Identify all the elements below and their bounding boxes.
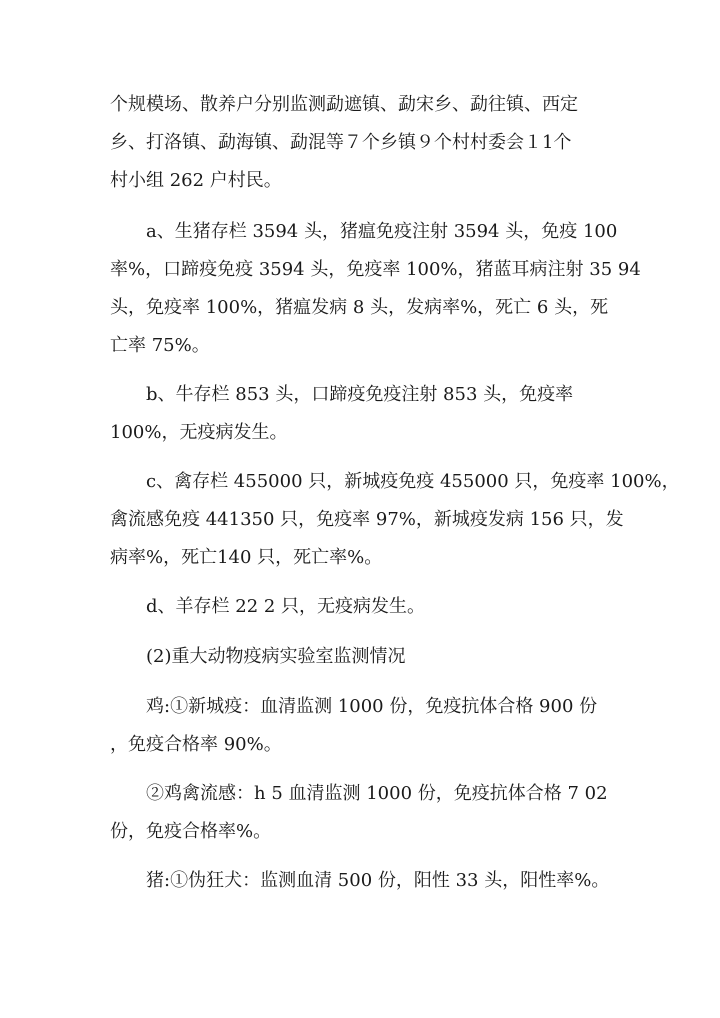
text-line: 个规模场、散养户分别监测勐遮镇、勐宋乡、勐往镇、西定: [110, 94, 578, 115]
text-line: c、禽存栏 455000 只，新城疫免疫 455000 只，免疫率 100%，: [146, 471, 680, 492]
text-line: 头，免疫率 100%，猪瘟发病 8 头，发病率%，死亡 6 头，死: [110, 297, 609, 318]
paragraph-survey-scope: [110, 86, 620, 200]
text-line: d、羊存栏 22 2 只，无疫病发生。: [146, 596, 426, 617]
text-line: 亡率 75%。: [110, 335, 210, 356]
text-line: 乡、打洛镇、勐海镇、勐混等７个乡镇９个村村委会１1个: [110, 132, 572, 153]
text-line: 猪:①伪狂犬：监测血清 500 份，阳性 33 头，阳性率%。: [146, 870, 610, 891]
paragraph-pigs: [110, 213, 641, 365]
text-line: ②鸡禽流感：h 5 血清监测 1000 份，免疫抗体合格 7 02: [146, 783, 608, 804]
text-line: 病率%，死亡140 只，死亡率%。: [110, 547, 383, 568]
text-line: 禽流感免疫 441350 只，免疫率 97%，新城疫发病 156 只，发: [110, 509, 624, 530]
text-line: (2)重大动物疫病实验室监测情况: [146, 646, 406, 667]
paragraph-chicken-avian-flu: [110, 775, 620, 851]
paragraph-pig-pseudorabies: [110, 862, 620, 900]
text-line: 份，免疫合格率%。: [110, 821, 272, 842]
paragraph-cattle: [110, 376, 620, 452]
section-heading-lab-monitoring: [110, 638, 620, 676]
text-line: a、生猪存栏 3594 头，猪瘟免疫注射 3594 头，免疫 100: [146, 221, 618, 242]
text-line: 率%，口蹄疫免疫 3594 头，免疫率 100%，猪蓝耳病注射 35 94: [110, 259, 641, 280]
paragraph-sheep: [110, 588, 620, 626]
paragraph-chicken-newcastle: [110, 688, 620, 764]
text-line: b、牛存栏 853 头，口蹄疫免疫注射 853 头，免疫率: [146, 384, 574, 405]
text-line: ，免疫合格率 90%。: [110, 734, 282, 755]
text-line: 100%，无疫病发生。: [110, 422, 288, 443]
text-line: 村小组 262 户村民。: [110, 170, 282, 191]
text-line: 鸡:①新城疫：血清监测 1000 份，免疫抗体合格 900 份: [146, 696, 598, 717]
paragraph-poultry: [110, 463, 680, 577]
